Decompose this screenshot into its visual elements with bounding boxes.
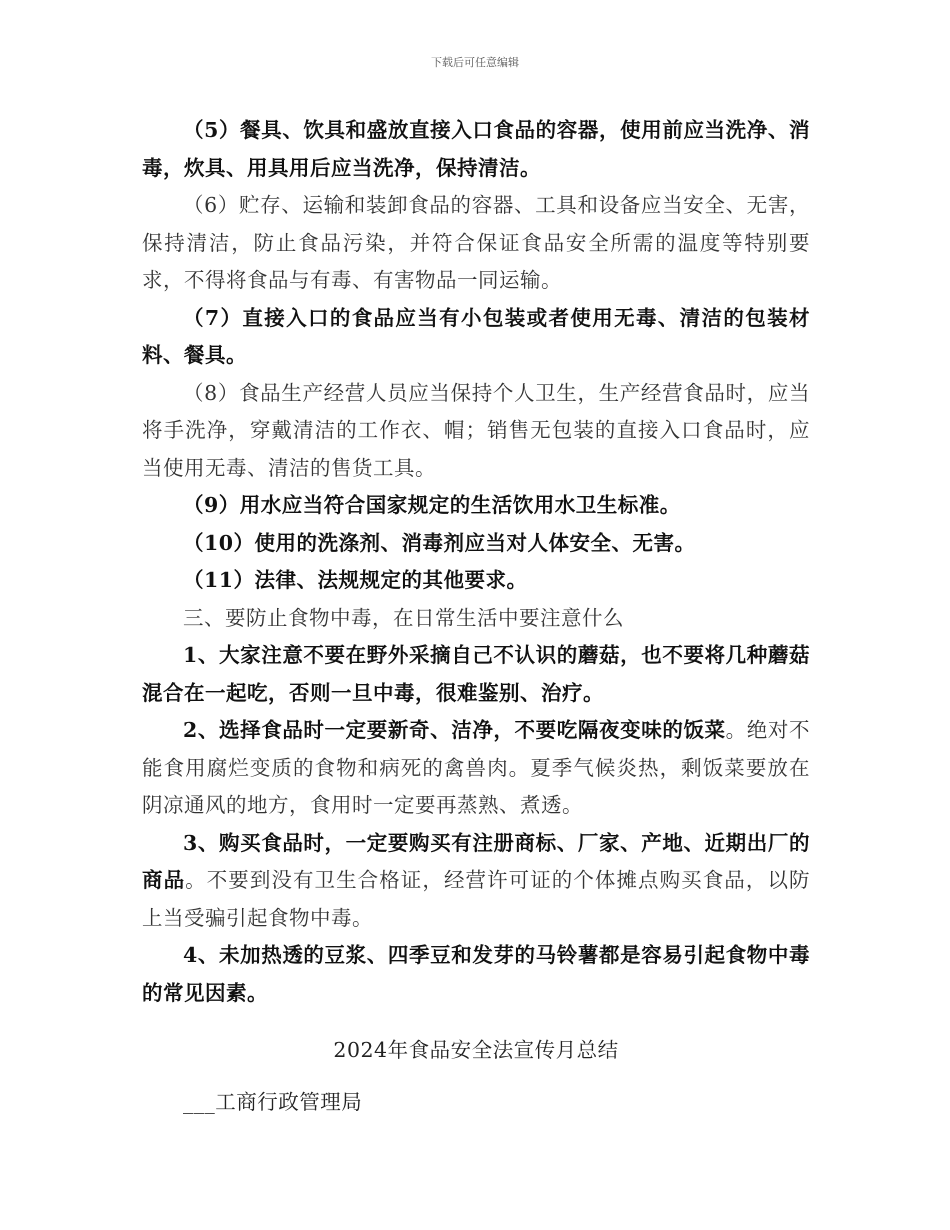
document-title: 2024年食品安全法宣传月总结 <box>333 1038 619 1062</box>
issuer-signature: ___工商行政管理局 <box>183 1089 363 1114</box>
paragraph-bold-text: （10）使用的洗涤剂、消毒剂应当对人体安全、无害。 <box>183 530 696 555</box>
paragraph-item-5 <box>142 112 810 187</box>
paragraph-bold-text: 4、未加热透的豆浆、四季豆和发芽的马铃薯都是容易引起食物中毒的常见因素。 <box>142 943 810 1005</box>
tip-item-4 <box>142 937 810 1012</box>
paragraph-normal-text: 三、要防止食物中毒，在日常生活中要注意什么 <box>183 605 624 630</box>
paragraph-item-9 <box>142 487 810 525</box>
paragraph-bold-text: 3、购买食品时，一定要购买有注册商标、厂家、产地、近期出厂的商品 <box>142 830 810 892</box>
paragraph-bold-text: 2、选择食品时一定要新奇、洁净，不要吃隔夜变味的饭菜 <box>183 718 726 742</box>
paragraph-bold-text: （9）用水应当符合国家规定的生活饮用水卫生标准。 <box>183 493 681 517</box>
section-heading <box>142 600 810 638</box>
document-body <box>142 112 810 1121</box>
paragraph-bold-text: （11）法律、法规规定的其他要求。 <box>183 568 528 592</box>
tip-item-2 <box>142 712 810 825</box>
tip-item-3 <box>142 825 810 938</box>
page-header: 下载后可任意编辑 <box>431 56 519 69</box>
paragraph-item-6 <box>142 187 810 300</box>
paragraph-item-8 <box>142 375 810 488</box>
paragraph-item-7 <box>142 300 810 375</box>
paragraph-normal-text: （6）贮存、运输和装卸食品的容器、工具和设备应当安全、无害，保持清洁，防止食品污染，并符合保证食品安全所需的温度等特别要求，不得将食品与有毒、有害物品一同运输。 <box>142 193 810 292</box>
paragraph-item-11 <box>142 562 810 600</box>
paragraph-normal-text: 。不要到没有卫生合格证，经营许可证的个体摊点购买食品，以防上当受骗引起食物中毒。 <box>142 868 811 930</box>
paragraph-bold-text: （5）餐具、饮具和盛放直接入口食品的容器，使用前应当洗净、消毒，炊具、用具用后应当洗净，保持清洁。 <box>142 118 810 180</box>
tip-item-1 <box>142 637 810 712</box>
paragraph-item-10 <box>142 525 810 563</box>
paragraph-bold-text: 1、大家注意不要在野外采摘自己不认识的蘑菇，也不要将几种蘑菇混合在一起吃，否则一旦中毒，很难鉴别、治疗。 <box>142 643 810 705</box>
paragraph-bold-text: （7）直接入口的食品应当有小包装或者使用无毒、清洁的包装材料、餐具。 <box>142 305 810 367</box>
paragraph-normal-text: 。绝对不能食用腐烂变质的食物和病死的禽兽肉。夏季气候炎热，剩饭菜要放在阴凉通风的地方，食用时一定要再蒸熟、煮透。 <box>142 718 811 817</box>
paragraph-normal-text: （8）食品生产经营人员应当保持个人卫生，生产经营食品时，应当将手洗净，穿戴清洁的工作衣、帽；销售无包装的直接入口食品时，应当使用无毒、清洁的售货工具。 <box>142 380 810 480</box>
